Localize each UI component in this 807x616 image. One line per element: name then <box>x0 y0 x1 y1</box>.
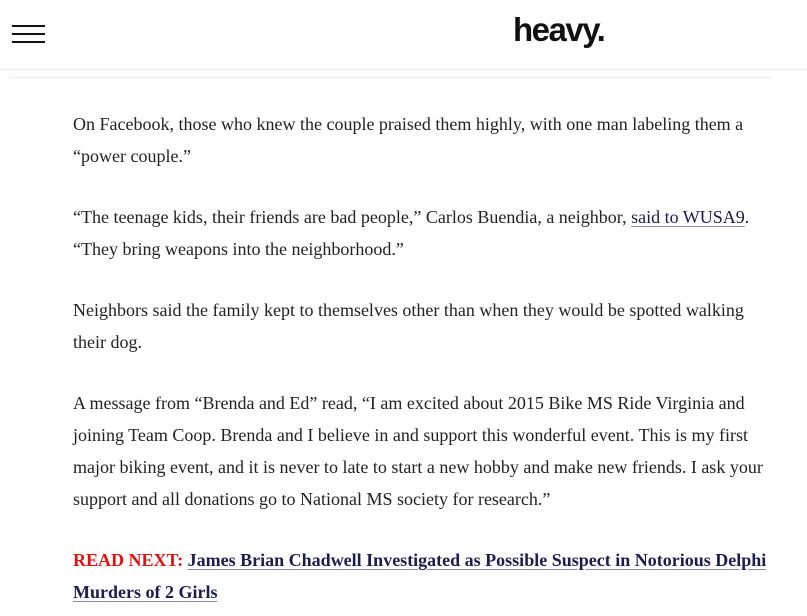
wusa9-link[interactable]: said to WUSA9 <box>631 207 745 227</box>
read-next-link[interactable]: James Brian Chadwell Investigated as Possible Suspect in Notorious Delphi Murders of 2 Girls <box>73 550 767 602</box>
article-paragraph-facebook: On Facebook, those who knew the couple praised them highly, with one man labeling them a “power couple.” <box>73 114 744 166</box>
header-divider <box>10 77 771 78</box>
read-next-label: READ NEXT: <box>73 550 184 570</box>
hamburger-line <box>12 41 45 43</box>
hamburger-line <box>12 33 45 35</box>
paragraph-text: . “They bring weapons into the neighborhood.” <box>73 207 750 259</box>
hamburger-line <box>12 25 45 27</box>
hamburger-menu-icon[interactable] <box>12 23 45 43</box>
site-header <box>0 0 807 70</box>
read-next-block <box>73 544 773 608</box>
article-paragraph-neighbors: Neighbors said the family kept to themselves other than when they would be spotted walking their dog. <box>73 300 744 352</box>
article-paragraph-message: A message from “Brenda and Ed” read, “I am excited about 2015 Bike MS Ride Virginia and joining Team Coop. Brenda and I believe in and support this wonderful event. This is my first major biking event, and it is never to late to start a new hobby and make new friends. I ask your support and all donations go to National MS society for research.” <box>73 393 763 509</box>
paragraph-text: “The teenage kids, their friends are bad people,” Carlos Buendia, a neighbor, <box>73 207 632 227</box>
article-paragraph-neighbor-quote <box>73 201 773 265</box>
article-body <box>73 108 773 616</box>
site-logo[interactable]: heavy. <box>513 11 605 48</box>
